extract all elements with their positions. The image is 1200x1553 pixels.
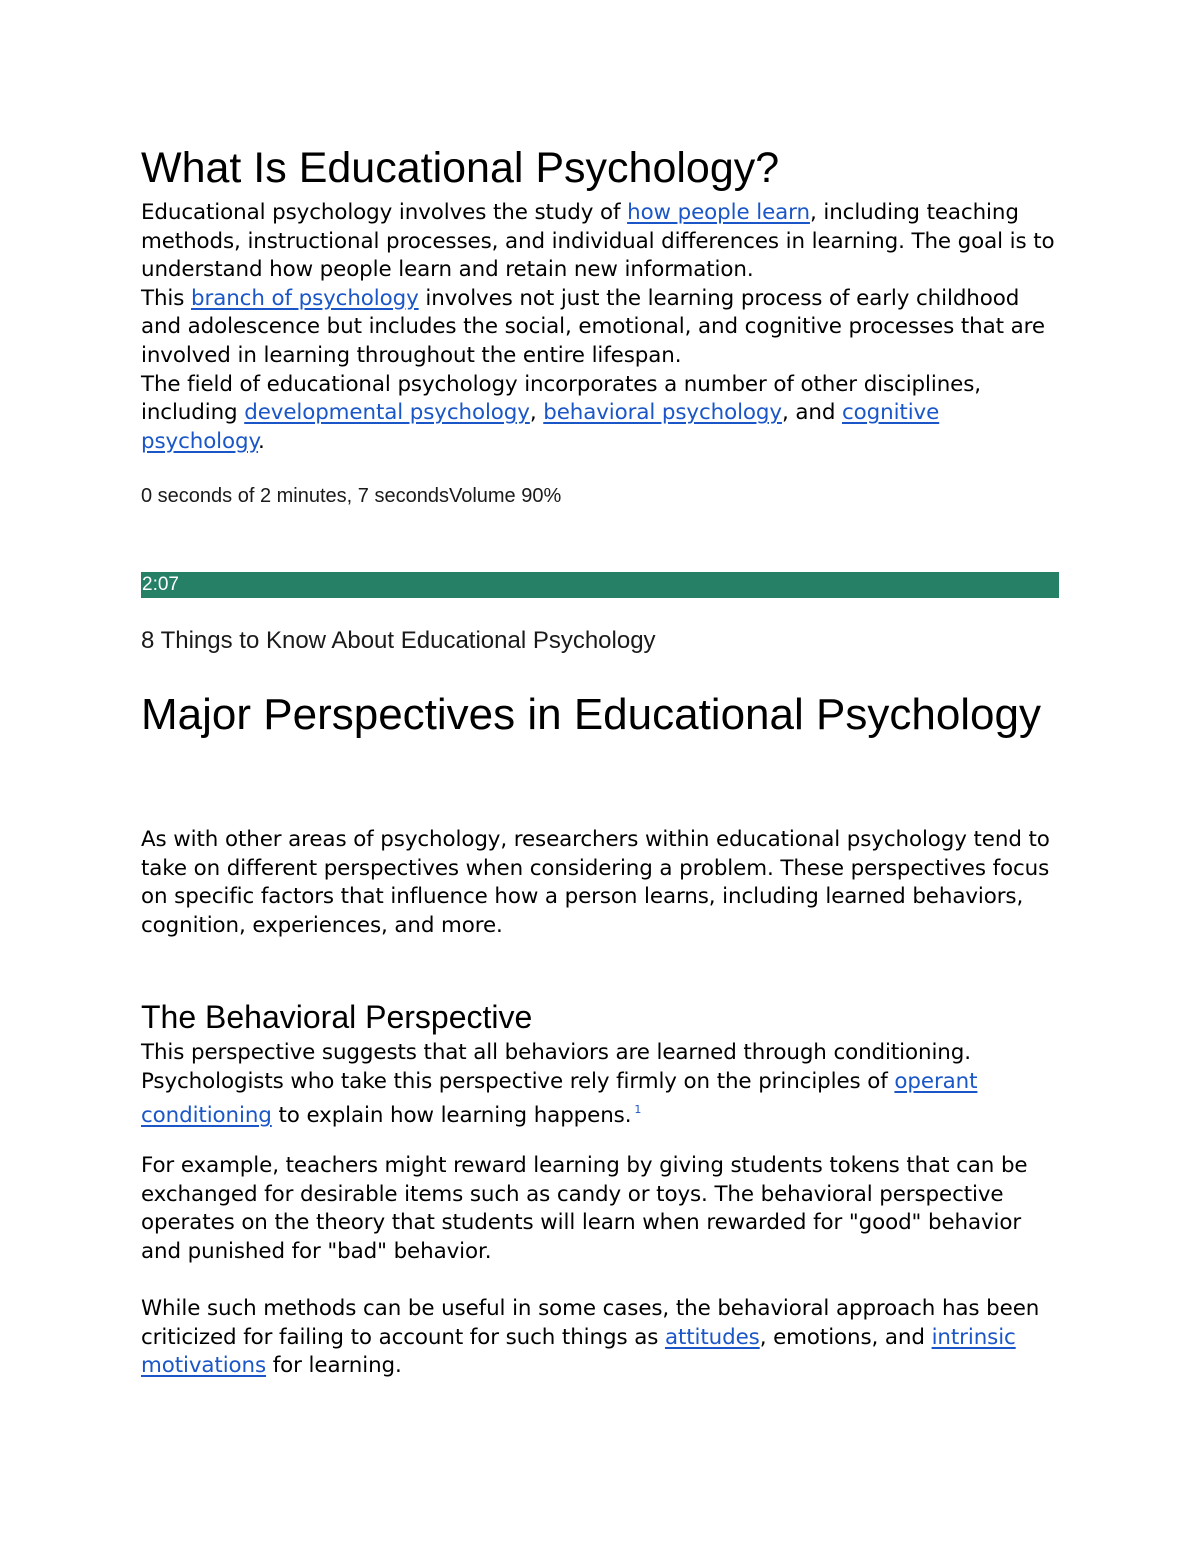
major-perspectives-paragraph: As with other areas of psychology, researchers within educational psychology tend to take on different perspectives when considering a problem. These perspectives focus on specific factors that influence how a person learns, including learned behaviors, cognition, experiences, and more. — [141, 827, 1050, 938]
cognitive-psychology-link[interactable]: cognitive psychology — [141, 400, 940, 454]
developmental-psychology-link[interactable]: developmental psychology — [244, 400, 530, 426]
text-run: , and — [781, 400, 842, 426]
text-run: involves not just the learning process of early childhood and adolescence but includes the social, emotional, and cognitive processes that are involved in learning throughout the entire lifespan. — [141, 285, 1045, 368]
text-run: The field of educational psychology incorporates a number of other disciplines, including — [141, 371, 981, 426]
intro-section — [141, 199, 1061, 456]
behavioral-paragraph-2: For example, teachers might reward learning by giving students tokens that can be exchanged for desirable items such as candy or toys. The behavioral perspective operates on the theory that students will learn when rewarded for "good" behavior and punished for "bad" behavior. — [141, 1153, 1028, 1264]
intro-paragraph-1 — [141, 199, 1061, 285]
intro-paragraph-2 — [141, 285, 1061, 371]
behavioral-perspective-heading: The Behavioral Perspective — [141, 999, 533, 1035]
video-player-bar[interactable] — [141, 572, 1059, 598]
text-run: to explain how learning happens. — [271, 1103, 632, 1129]
text-run: While such methods can be useful in some cases, the behavioral approach has been criticized for failing to account for such things as — [141, 1296, 1040, 1350]
text-run: , emotions, and — [759, 1324, 932, 1350]
video-meta-text: 0 seconds of 2 minutes, 7 secondsVolume 90% — [141, 485, 562, 507]
text-run: , — [529, 400, 544, 426]
text-run: This — [141, 285, 192, 311]
behavioral-paragraph-1 — [141, 1039, 1061, 1131]
intrinsic-motivations-link[interactable]: intrinsic motivations — [141, 1324, 1016, 1379]
text-run: Educational psychology involves the study of — [141, 200, 628, 225]
text-run: This perspective suggests that all behaviors are learned through conditioning. Psychologists who take this perspective rely firmly on the principles of — [141, 1040, 971, 1094]
behavioral-paragraph-3 — [141, 1295, 1061, 1381]
attitudes-link[interactable]: attitudes — [664, 1324, 760, 1350]
major-perspectives-heading: Major Perspectives in Educational Psychology — [141, 690, 1042, 739]
how-people-learn-link[interactable]: how people learn — [627, 200, 810, 225]
text-run: , including teaching methods, instructional processes, and individual differences in learning. The goal is to understand how people learn and retain new information. — [141, 200, 1055, 283]
text-run: for learning. — [266, 1353, 402, 1379]
video-caption: 8 Things to Know About Educational Psychology — [141, 627, 656, 654]
text-run: . — [258, 428, 265, 454]
branch-of-psychology-link[interactable]: branch of psychology — [191, 285, 419, 311]
operant-conditioning-link[interactable]: operant conditioning — [141, 1068, 978, 1129]
page-title: What Is Educational Psychology? — [141, 144, 780, 192]
intro-paragraph-3 — [141, 371, 1061, 457]
video-duration: 2:07 — [142, 574, 179, 595]
reference-1-marker[interactable]: 1 — [634, 1103, 642, 1117]
behavioral-psychology-link[interactable]: behavioral psychology — [543, 400, 782, 426]
